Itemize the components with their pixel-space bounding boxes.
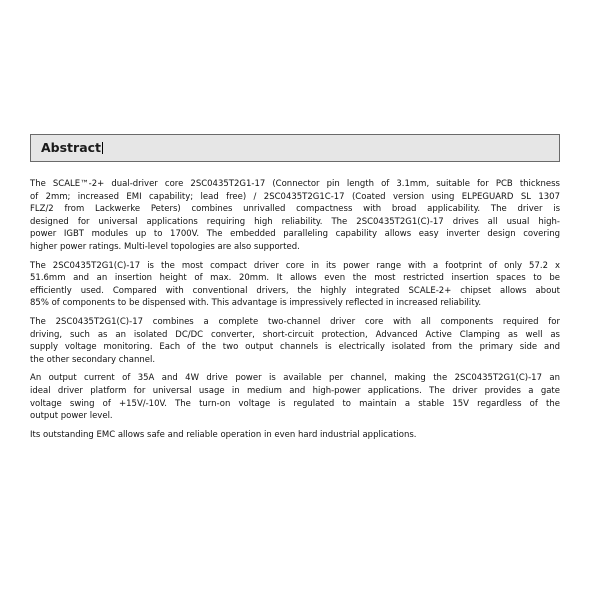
abstract-body bbox=[30, 178, 560, 447]
text-line: The 2SC0435T2G1(C)-17 combines a complete two-channel driver core with all components required for bbox=[30, 316, 560, 327]
text-line: of 2mm; increased EMI capability; lead free) / 2SC0435T2G1C-17 (Coated version using ELPEGUARD SL 1307 bbox=[30, 191, 560, 202]
text-line: higher power ratings. Multi-level topologies are also supported. bbox=[30, 241, 300, 252]
paragraph-2 bbox=[30, 260, 560, 310]
text-line: driving, such as an isolated DC/DC converter, short-circuit protection, Advanced Active Clamping as well as bbox=[30, 329, 560, 340]
text-line: supply voltage monitoring. Each of the two output channels is electrically isolated from the primary side and bbox=[30, 342, 560, 353]
text-cursor bbox=[102, 142, 103, 154]
text-line: FLZ/2 from Lackwerke Peters) combines unrivalled compactness with broad applicability. The driver is bbox=[30, 204, 560, 215]
abstract-section-header bbox=[30, 134, 560, 162]
text-line: power IGBT modules up to 1700V. The embedded paralleling capability allows easy inverter design covering bbox=[30, 229, 560, 240]
text-line: 51.6mm and an insertion height of max. 20mm. It allows even the most restricted insertion spaces to be bbox=[30, 273, 560, 284]
text-line: An output current of 35A and 4W drive power is available per channel, making the 2SC0435T2G1(C)-17 an bbox=[30, 373, 560, 384]
text-line: The SCALE™-2+ dual-driver core 2SC0435T2G1-17 (Connector pin length of 3.1mm, suitable for PCB thickness bbox=[30, 179, 560, 189]
text-line: The 2SC0435T2G1(C)-17 is the most compact driver core in its power range with a footprint of only 57.2 x bbox=[30, 260, 560, 271]
paragraph-1 bbox=[30, 178, 560, 254]
text-line: output power level. bbox=[30, 411, 113, 422]
abstract-title: Abstract bbox=[41, 140, 102, 155]
text-line: 85% of components to be dispensed with. This advantage is impressively reflected in increased reliability. bbox=[30, 298, 482, 309]
text-line: ideal driver platform for universal usage in medium and high-power applications. The driver provides a gate bbox=[30, 385, 560, 396]
text-line: Its outstanding EMC allows safe and reliable operation in even hard industrial applications. bbox=[30, 429, 417, 440]
text-line: efficiently used. Compared with conventional drivers, the highly integrated SCALE-2+ chipset allows about bbox=[30, 285, 560, 296]
text-line: designed for universal applications requiring high reliability. The 2SC0435T2G1(C)-17 drives all usual high- bbox=[30, 216, 560, 227]
text-line: voltage swing of +15V/-10V. The turn-on voltage is regulated to maintain a stable 15V regardless of the bbox=[30, 398, 560, 409]
paragraph-5 bbox=[30, 429, 560, 442]
abstract-title-wrapper bbox=[41, 141, 103, 155]
paragraph-4 bbox=[30, 372, 560, 422]
paragraph-3 bbox=[30, 316, 560, 366]
text-line: the other secondary channel. bbox=[30, 354, 156, 365]
